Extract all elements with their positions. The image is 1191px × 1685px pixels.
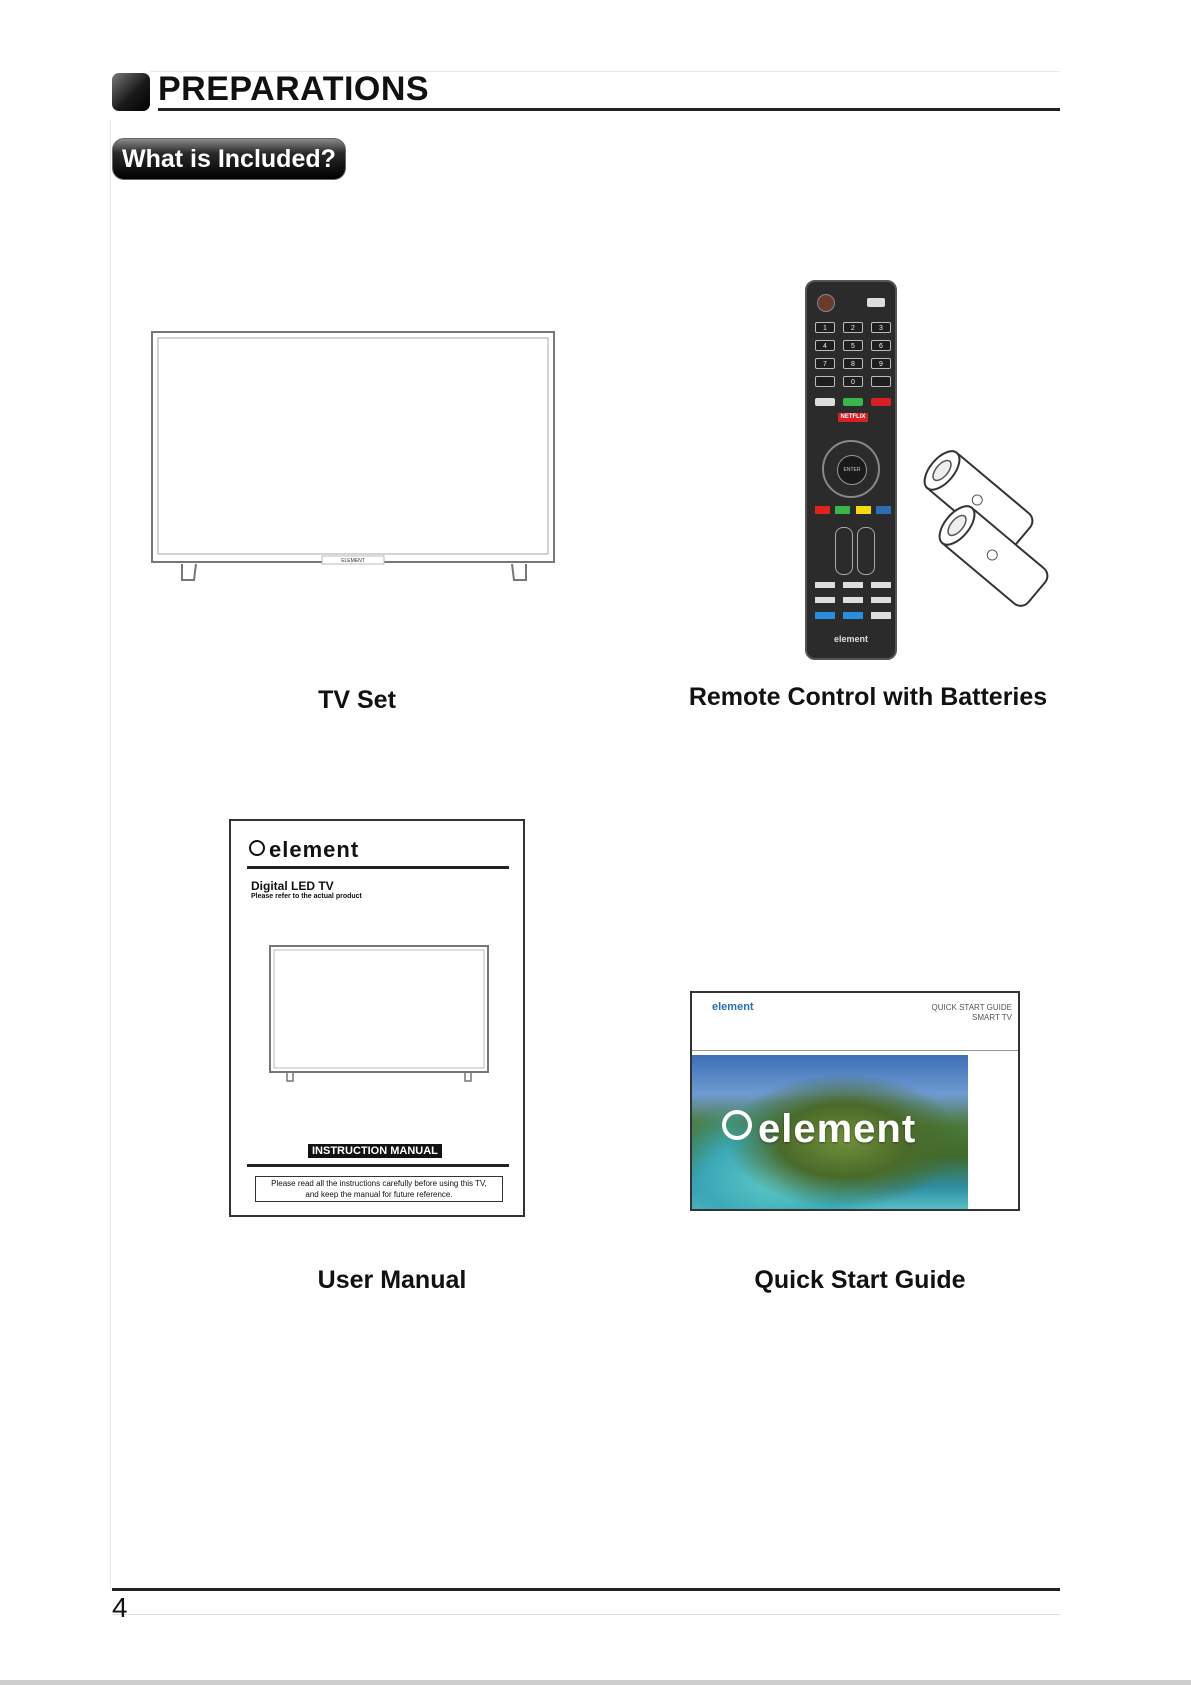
remote-key: 2 [843,322,863,333]
tv-set-illustration [150,330,560,585]
title-underline [158,108,1060,111]
element-logo-icon [249,840,265,856]
remote-control [805,280,897,660]
bottom-edge [0,1680,1191,1685]
guide-cover-photo [692,1055,968,1211]
manual-note [255,1176,503,1202]
remote-key: 5 [843,340,863,351]
footer-hairline [112,1614,1060,1615]
page-number: 4 [112,1592,128,1623]
color-buttons-row [815,506,891,514]
remote-key: 8 [843,358,863,369]
remote-key [871,376,891,387]
guide-rule [692,1050,1018,1051]
manual-brand-text: element [269,837,360,862]
media-buttons-row [815,582,891,588]
manual-tv-icon [269,945,489,1085]
guide-brand: element [712,1001,754,1013]
remote-key: 9 [871,358,891,369]
user-manual-illustration [229,819,525,1217]
quick-start-guide-illustration [690,991,1020,1211]
power-button-icon [817,294,835,312]
user-manual-caption: User Manual [317,1266,467,1294]
netflix-button: NETFLIX [838,413,868,422]
guide-heading-line1: QUICK START GUIDE [931,1003,1012,1012]
dpad-ring [822,440,880,498]
remote-key: 0 [843,376,863,387]
guide-heading-line2: SMART TV [971,1013,1012,1022]
page-title: PREPARATIONS [158,70,430,108]
remote-key: 3 [871,322,891,333]
element-logo-icon [722,1110,752,1140]
remote-key: 4 [815,340,835,351]
manual-note-line1: Please read all the instructions carefully before using this TV, [271,1179,487,1188]
guide-heading [932,1003,1012,1023]
manual-note-line2: and keep the manual for future reference. [305,1190,453,1199]
remote-key: 7 [815,358,835,369]
volume-rocker [835,527,853,575]
title-square-icon [112,73,150,111]
function-buttons-row [815,597,891,603]
channel-rocker [857,527,875,575]
manual-badge: INSTRUCTION MANUAL [308,1144,442,1158]
batteries-illustration [920,450,1070,630]
manual-brand [249,837,359,863]
enter-button: ENTER [837,455,867,485]
tv-set-caption: TV Set [318,686,396,714]
left-margin-line [110,120,111,1590]
app-buttons-row [815,398,891,406]
guide-photo-logo [722,1107,916,1152]
manual-rule-bottom [247,1164,509,1167]
manual-product: Digital LED TV [251,879,334,893]
remote-key: 6 [871,340,891,351]
remote-key [815,376,835,387]
tv-stand-brand: ELEMENT [341,558,365,564]
manual-subtitle: Please refer to the actual product [251,893,362,900]
input-button-icon [867,298,885,307]
quick-start-caption: Quick Start Guide [754,1266,966,1294]
bottom-buttons-row [815,612,891,619]
remote-key: 1 [815,322,835,333]
footer-rule [112,1588,1060,1591]
remote-caption: Remote Control with Batteries [688,683,1048,711]
guide-photo-logo-text: element [758,1107,917,1151]
section-label: What is Included? [112,138,346,180]
manual-rule [247,866,509,869]
remote-brand: element [833,634,868,644]
